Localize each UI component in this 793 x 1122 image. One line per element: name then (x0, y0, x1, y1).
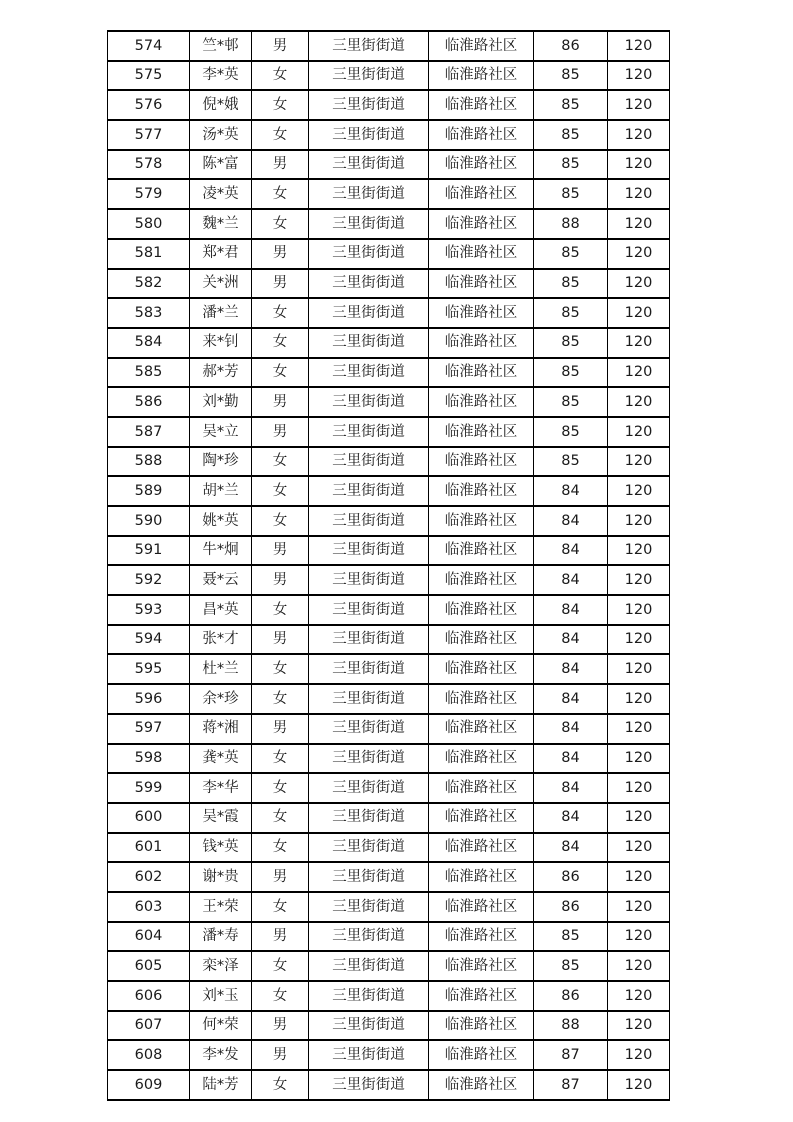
table-row (108, 862, 670, 892)
cell-community: 临淮路社区 (429, 981, 534, 1011)
cell-masked-name: 竺*邨 (190, 31, 252, 61)
cell-community: 临淮路社区 (429, 447, 534, 477)
cell-amount: 120 (608, 328, 670, 358)
cell-index: 597 (108, 714, 190, 744)
table-row (108, 565, 670, 595)
cell-index: 605 (108, 951, 190, 981)
cell-amount: 120 (608, 1070, 670, 1100)
cell-index: 594 (108, 625, 190, 655)
cell-masked-name: 李*英 (190, 61, 252, 91)
cell-masked-name: 王*荣 (190, 892, 252, 922)
cell-index: 588 (108, 447, 190, 477)
cell-amount: 120 (608, 803, 670, 833)
cell-masked-name: 潘*寿 (190, 922, 252, 952)
cell-amount: 120 (608, 1011, 670, 1041)
cell-community: 临淮路社区 (429, 417, 534, 447)
cell-gender: 女 (252, 447, 309, 477)
cell-score: 87 (534, 1040, 608, 1070)
cell-masked-name: 栾*泽 (190, 951, 252, 981)
cell-gender: 女 (252, 209, 309, 239)
cell-score: 85 (534, 120, 608, 150)
table-row (108, 476, 670, 506)
cell-community: 临淮路社区 (429, 951, 534, 981)
cell-amount: 120 (608, 714, 670, 744)
cell-score: 84 (534, 744, 608, 774)
cell-street: 三里街街道 (309, 981, 429, 1011)
table-row (108, 773, 670, 803)
cell-masked-name: 龚*英 (190, 744, 252, 774)
cell-gender: 女 (252, 803, 309, 833)
cell-score: 84 (534, 565, 608, 595)
cell-masked-name: 昌*英 (190, 595, 252, 625)
cell-score: 85 (534, 239, 608, 269)
cell-index: 589 (108, 476, 190, 506)
cell-index: 582 (108, 269, 190, 299)
cell-index: 593 (108, 595, 190, 625)
cell-masked-name: 来*钊 (190, 328, 252, 358)
cell-street: 三里街街道 (309, 387, 429, 417)
cell-street: 三里街街道 (309, 506, 429, 536)
cell-gender: 男 (252, 1040, 309, 1070)
table-row (108, 179, 670, 209)
cell-gender: 女 (252, 744, 309, 774)
cell-score: 84 (534, 625, 608, 655)
table-row (108, 90, 670, 120)
cell-index: 596 (108, 684, 190, 714)
cell-index: 608 (108, 1040, 190, 1070)
cell-score: 85 (534, 179, 608, 209)
cell-community: 临淮路社区 (429, 506, 534, 536)
cell-street: 三里街街道 (309, 654, 429, 684)
cell-score: 84 (534, 833, 608, 863)
cell-masked-name: 钱*英 (190, 833, 252, 863)
cell-masked-name: 李*华 (190, 773, 252, 803)
cell-index: 600 (108, 803, 190, 833)
cell-amount: 120 (608, 179, 670, 209)
cell-score: 84 (534, 654, 608, 684)
table-row (108, 269, 670, 299)
cell-amount: 120 (608, 684, 670, 714)
cell-index: 609 (108, 1070, 190, 1100)
table-row (108, 31, 670, 61)
cell-masked-name: 蒋*湘 (190, 714, 252, 744)
table-row (108, 684, 670, 714)
cell-gender: 女 (252, 506, 309, 536)
cell-masked-name: 潘*兰 (190, 298, 252, 328)
cell-community: 临淮路社区 (429, 773, 534, 803)
cell-gender: 女 (252, 358, 309, 388)
cell-amount: 120 (608, 150, 670, 180)
cell-amount: 120 (608, 120, 670, 150)
cell-amount: 120 (608, 90, 670, 120)
cell-index: 586 (108, 387, 190, 417)
cell-community: 临淮路社区 (429, 150, 534, 180)
cell-community: 临淮路社区 (429, 565, 534, 595)
cell-index: 583 (108, 298, 190, 328)
cell-score: 84 (534, 714, 608, 744)
cell-community: 临淮路社区 (429, 1011, 534, 1041)
cell-gender: 男 (252, 150, 309, 180)
cell-score: 87 (534, 1070, 608, 1100)
cell-index: 574 (108, 31, 190, 61)
cell-amount: 120 (608, 1040, 670, 1070)
cell-street: 三里街街道 (309, 922, 429, 952)
cell-gender: 男 (252, 31, 309, 61)
cell-amount: 120 (608, 595, 670, 625)
cell-community: 临淮路社区 (429, 209, 534, 239)
cell-index: 575 (108, 61, 190, 91)
cell-masked-name: 聂*云 (190, 565, 252, 595)
cell-amount: 120 (608, 298, 670, 328)
cell-masked-name: 魏*兰 (190, 209, 252, 239)
cell-masked-name: 刘*勤 (190, 387, 252, 417)
cell-index: 577 (108, 120, 190, 150)
cell-amount: 120 (608, 744, 670, 774)
table-row (108, 506, 670, 536)
cell-street: 三里街街道 (309, 179, 429, 209)
cell-street: 三里街街道 (309, 744, 429, 774)
cell-masked-name: 姚*英 (190, 506, 252, 536)
cell-street: 三里街街道 (309, 714, 429, 744)
table-row (108, 951, 670, 981)
cell-gender: 女 (252, 1070, 309, 1100)
cell-index: 590 (108, 506, 190, 536)
cell-community: 临淮路社区 (429, 31, 534, 61)
table-row (108, 1070, 670, 1100)
cell-masked-name: 谢*贵 (190, 862, 252, 892)
table-row (108, 150, 670, 180)
cell-street: 三里街街道 (309, 328, 429, 358)
cell-score: 86 (534, 981, 608, 1011)
cell-masked-name: 吴*立 (190, 417, 252, 447)
cell-community: 临淮路社区 (429, 714, 534, 744)
cell-index: 592 (108, 565, 190, 595)
cell-masked-name: 刘*玉 (190, 981, 252, 1011)
cell-community: 临淮路社区 (429, 476, 534, 506)
cell-score: 84 (534, 476, 608, 506)
cell-street: 三里街街道 (309, 31, 429, 61)
cell-amount: 120 (608, 417, 670, 447)
table-body (108, 31, 670, 1100)
cell-amount: 120 (608, 654, 670, 684)
cell-amount: 120 (608, 565, 670, 595)
cell-score: 85 (534, 358, 608, 388)
cell-community: 临淮路社区 (429, 90, 534, 120)
cell-amount: 120 (608, 773, 670, 803)
cell-street: 三里街街道 (309, 862, 429, 892)
cell-gender: 女 (252, 298, 309, 328)
cell-masked-name: 何*荣 (190, 1011, 252, 1041)
cell-score: 86 (534, 862, 608, 892)
cell-index: 587 (108, 417, 190, 447)
cell-masked-name: 杜*兰 (190, 654, 252, 684)
cell-gender: 女 (252, 773, 309, 803)
cell-street: 三里街街道 (309, 358, 429, 388)
cell-community: 临淮路社区 (429, 358, 534, 388)
table-row (108, 120, 670, 150)
cell-amount: 120 (608, 447, 670, 477)
cell-amount: 120 (608, 358, 670, 388)
table-row (108, 714, 670, 744)
cell-amount: 120 (608, 269, 670, 299)
cell-amount: 120 (608, 625, 670, 655)
table-row (108, 892, 670, 922)
cell-street: 三里街街道 (309, 625, 429, 655)
cell-amount: 120 (608, 476, 670, 506)
cell-street: 三里街街道 (309, 773, 429, 803)
cell-index: 580 (108, 209, 190, 239)
cell-gender: 女 (252, 892, 309, 922)
cell-score: 84 (534, 506, 608, 536)
cell-street: 三里街街道 (309, 1011, 429, 1041)
cell-masked-name: 陆*芳 (190, 1070, 252, 1100)
cell-street: 三里街街道 (309, 269, 429, 299)
cell-gender: 男 (252, 1011, 309, 1041)
cell-community: 临淮路社区 (429, 387, 534, 417)
cell-index: 599 (108, 773, 190, 803)
cell-score: 85 (534, 298, 608, 328)
cell-gender: 男 (252, 536, 309, 566)
roster-table (107, 30, 670, 1101)
cell-score: 84 (534, 684, 608, 714)
cell-gender: 男 (252, 714, 309, 744)
cell-community: 临淮路社区 (429, 833, 534, 863)
cell-gender: 男 (252, 387, 309, 417)
cell-masked-name: 胡*兰 (190, 476, 252, 506)
cell-community: 临淮路社区 (429, 298, 534, 328)
cell-score: 85 (534, 951, 608, 981)
cell-masked-name: 余*珍 (190, 684, 252, 714)
cell-amount: 120 (608, 506, 670, 536)
table-row (108, 328, 670, 358)
cell-community: 临淮路社区 (429, 803, 534, 833)
cell-community: 临淮路社区 (429, 1070, 534, 1100)
cell-index: 584 (108, 328, 190, 358)
cell-community: 临淮路社区 (429, 684, 534, 714)
cell-amount: 120 (608, 833, 670, 863)
cell-score: 85 (534, 922, 608, 952)
cell-gender: 女 (252, 476, 309, 506)
table-row (108, 625, 670, 655)
cell-score: 84 (534, 773, 608, 803)
cell-street: 三里街街道 (309, 595, 429, 625)
cell-community: 临淮路社区 (429, 61, 534, 91)
cell-gender: 女 (252, 595, 309, 625)
cell-masked-name: 陶*珍 (190, 447, 252, 477)
cell-score: 88 (534, 209, 608, 239)
cell-community: 临淮路社区 (429, 892, 534, 922)
cell-street: 三里街街道 (309, 892, 429, 922)
cell-gender: 女 (252, 951, 309, 981)
cell-amount: 120 (608, 536, 670, 566)
table-row (108, 61, 670, 91)
table-row (108, 595, 670, 625)
cell-index: 602 (108, 862, 190, 892)
table-row (108, 922, 670, 952)
cell-community: 临淮路社区 (429, 862, 534, 892)
cell-street: 三里街街道 (309, 684, 429, 714)
cell-score: 85 (534, 150, 608, 180)
cell-street: 三里街街道 (309, 417, 429, 447)
table-row (108, 981, 670, 1011)
cell-street: 三里街街道 (309, 298, 429, 328)
cell-gender: 女 (252, 833, 309, 863)
cell-score: 84 (534, 536, 608, 566)
cell-amount: 120 (608, 387, 670, 417)
cell-masked-name: 吴*霞 (190, 803, 252, 833)
cell-street: 三里街街道 (309, 536, 429, 566)
cell-index: 606 (108, 981, 190, 1011)
cell-street: 三里街街道 (309, 150, 429, 180)
cell-score: 84 (534, 803, 608, 833)
cell-street: 三里街街道 (309, 951, 429, 981)
cell-gender: 女 (252, 684, 309, 714)
table-row (108, 417, 670, 447)
table-row (108, 298, 670, 328)
table-row (108, 1040, 670, 1070)
cell-index: 607 (108, 1011, 190, 1041)
table-row (108, 744, 670, 774)
table-row (108, 536, 670, 566)
cell-street: 三里街街道 (309, 120, 429, 150)
table-row (108, 1011, 670, 1041)
cell-street: 三里街街道 (309, 1040, 429, 1070)
cell-street: 三里街街道 (309, 833, 429, 863)
cell-index: 598 (108, 744, 190, 774)
cell-amount: 120 (608, 61, 670, 91)
table-row (108, 358, 670, 388)
table-row (108, 239, 670, 269)
cell-community: 临淮路社区 (429, 120, 534, 150)
cell-amount: 120 (608, 981, 670, 1011)
cell-street: 三里街街道 (309, 565, 429, 595)
cell-score: 85 (534, 387, 608, 417)
cell-gender: 女 (252, 328, 309, 358)
cell-amount: 120 (608, 239, 670, 269)
table-row (108, 447, 670, 477)
cell-gender: 女 (252, 61, 309, 91)
cell-gender: 女 (252, 179, 309, 209)
table-row (108, 654, 670, 684)
cell-masked-name: 陈*富 (190, 150, 252, 180)
cell-masked-name: 牛*炯 (190, 536, 252, 566)
cell-gender: 女 (252, 654, 309, 684)
cell-street: 三里街街道 (309, 447, 429, 477)
cell-masked-name: 关*洲 (190, 269, 252, 299)
cell-community: 临淮路社区 (429, 536, 534, 566)
cell-street: 三里街街道 (309, 1070, 429, 1100)
cell-amount: 120 (608, 862, 670, 892)
cell-score: 85 (534, 61, 608, 91)
cell-masked-name: 李*发 (190, 1040, 252, 1070)
cell-index: 601 (108, 833, 190, 863)
cell-masked-name: 凌*英 (190, 179, 252, 209)
cell-street: 三里街街道 (309, 209, 429, 239)
cell-index: 603 (108, 892, 190, 922)
cell-score: 85 (534, 417, 608, 447)
cell-index: 585 (108, 358, 190, 388)
cell-index: 578 (108, 150, 190, 180)
cell-score: 88 (534, 1011, 608, 1041)
cell-community: 临淮路社区 (429, 179, 534, 209)
cell-index: 604 (108, 922, 190, 952)
cell-community: 临淮路社区 (429, 328, 534, 358)
cell-community: 临淮路社区 (429, 654, 534, 684)
cell-community: 临淮路社区 (429, 595, 534, 625)
cell-gender: 女 (252, 90, 309, 120)
cell-masked-name: 张*才 (190, 625, 252, 655)
cell-score: 85 (534, 269, 608, 299)
cell-gender: 男 (252, 922, 309, 952)
cell-score: 85 (534, 447, 608, 477)
cell-gender: 男 (252, 625, 309, 655)
cell-index: 591 (108, 536, 190, 566)
table-row (108, 833, 670, 863)
cell-index: 595 (108, 654, 190, 684)
cell-masked-name: 郝*芳 (190, 358, 252, 388)
cell-amount: 120 (608, 31, 670, 61)
cell-gender: 男 (252, 417, 309, 447)
cell-score: 86 (534, 892, 608, 922)
cell-masked-name: 郑*君 (190, 239, 252, 269)
cell-gender: 男 (252, 239, 309, 269)
cell-gender: 女 (252, 981, 309, 1011)
cell-community: 临淮路社区 (429, 1040, 534, 1070)
cell-street: 三里街街道 (309, 90, 429, 120)
cell-community: 临淮路社区 (429, 625, 534, 655)
cell-amount: 120 (608, 951, 670, 981)
cell-index: 579 (108, 179, 190, 209)
cell-street: 三里街街道 (309, 239, 429, 269)
cell-gender: 男 (252, 565, 309, 595)
cell-community: 临淮路社区 (429, 922, 534, 952)
cell-score: 85 (534, 328, 608, 358)
cell-gender: 女 (252, 120, 309, 150)
cell-masked-name: 倪*娥 (190, 90, 252, 120)
table-row (108, 209, 670, 239)
cell-street: 三里街街道 (309, 803, 429, 833)
cell-community: 临淮路社区 (429, 269, 534, 299)
cell-masked-name: 汤*英 (190, 120, 252, 150)
cell-index: 576 (108, 90, 190, 120)
cell-score: 85 (534, 90, 608, 120)
cell-score: 84 (534, 595, 608, 625)
cell-street: 三里街街道 (309, 476, 429, 506)
cell-amount: 120 (608, 922, 670, 952)
table-row (108, 387, 670, 417)
cell-amount: 120 (608, 209, 670, 239)
table-row (108, 803, 670, 833)
cell-community: 临淮路社区 (429, 744, 534, 774)
cell-amount: 120 (608, 892, 670, 922)
cell-gender: 男 (252, 862, 309, 892)
cell-community: 临淮路社区 (429, 239, 534, 269)
cell-score: 86 (534, 31, 608, 61)
cell-gender: 男 (252, 269, 309, 299)
cell-index: 581 (108, 239, 190, 269)
cell-street: 三里街街道 (309, 61, 429, 91)
